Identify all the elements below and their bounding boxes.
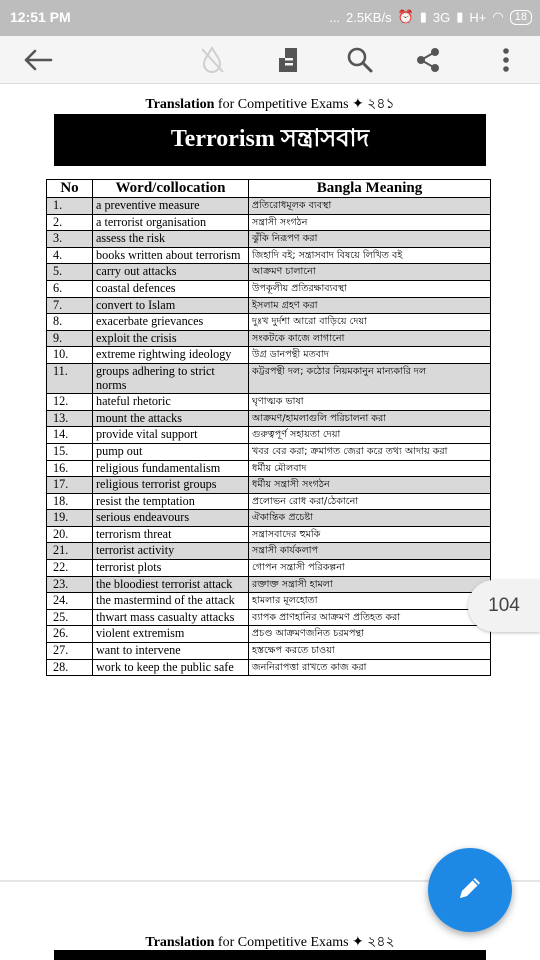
row-word: pump out: [93, 443, 249, 460]
table-header-row: [47, 180, 491, 198]
row-meaning: ব্যাপক প্রাণহানির আক্রমণ প্রতিহত করা: [249, 609, 491, 626]
row-word: extreme rightwing ideology: [93, 347, 249, 364]
table-row: [47, 297, 491, 314]
table-row: [47, 510, 491, 527]
row-word: the bloodiest terrorist attack: [93, 576, 249, 593]
row-word: mount the attacks: [93, 410, 249, 427]
row-number: 7.: [47, 297, 93, 314]
row-meaning: দুঃখ দুর্দশা আরো বাড়িয়ে দেয়া: [249, 314, 491, 331]
row-meaning: গোপন সন্ত্রাসী পরিকল্পনা: [249, 560, 491, 577]
row-number: 6.: [47, 280, 93, 297]
row-number: 25.: [47, 609, 93, 626]
row-meaning: কট্টরপন্থী দল; কঠোর নিয়মকানুন মান্যকারি দল: [249, 363, 491, 393]
signal-icon: ▮: [419, 9, 427, 24]
table-row: [47, 593, 491, 610]
row-meaning: হামলার মূলহোতা: [249, 593, 491, 610]
row-word: religious terrorist groups: [93, 477, 249, 494]
row-word: coastal defences: [93, 280, 249, 297]
row-word: terrorist plots: [93, 560, 249, 577]
edit-fab-button[interactable]: [428, 848, 512, 932]
table-row: [47, 264, 491, 281]
status-time: 12:51 PM: [10, 9, 71, 25]
row-meaning: সন্ত্রাসবাদের হুমকি: [249, 526, 491, 543]
more-icon[interactable]: [490, 44, 522, 76]
row-meaning: ধর্মীয় সন্ত্রাসী সংগঠন: [249, 477, 491, 494]
table-row: [47, 493, 491, 510]
row-word: the mastermind of the attack: [93, 593, 249, 610]
row-meaning: আক্রমণ চালানো: [249, 264, 491, 281]
next-page-title-banner: [54, 950, 486, 960]
row-meaning: সংকটকে কাজে লাগানো: [249, 330, 491, 347]
row-meaning: সন্ত্রাসী কার্যকলাপ: [249, 543, 491, 560]
row-meaning: উগ্র ডানপন্থী মতবাদ: [249, 347, 491, 364]
signal-icon-2: ▮: [456, 9, 464, 24]
row-word: resist the temptation: [93, 493, 249, 510]
row-meaning: প্রতিরোধমূলক ব্যবস্থা: [249, 198, 491, 215]
alarm-icon: ⏰: [397, 9, 414, 24]
next-page-header-bold: Translation: [145, 935, 215, 950]
row-word: thwart mass casualty attacks: [93, 609, 249, 626]
row-number: 3.: [47, 231, 93, 248]
table-row: [47, 214, 491, 231]
row-meaning: ধর্মীয় মৌলবাদ: [249, 460, 491, 477]
table-row: [47, 410, 491, 427]
table-row: [47, 231, 491, 248]
table-row: [47, 280, 491, 297]
row-word: terrorist activity: [93, 543, 249, 560]
table-row: [47, 394, 491, 411]
row-number: 21.: [47, 543, 93, 560]
row-number: 1.: [47, 198, 93, 215]
page-number-badge[interactable]: 104: [468, 580, 540, 632]
row-number: 17.: [47, 477, 93, 494]
row-number: 27.: [47, 643, 93, 660]
document-viewer[interactable]: [0, 84, 540, 960]
row-number: 24.: [47, 593, 93, 610]
row-word: serious endeavours: [93, 510, 249, 527]
row-number: 9.: [47, 330, 93, 347]
pencil-icon: [455, 873, 485, 907]
row-meaning: খবর বের করা; ক্রমাগত জেরা করে তথ্য আদায় করা: [249, 443, 491, 460]
row-number: 26.: [47, 626, 93, 643]
row-word: hateful rhetoric: [93, 394, 249, 411]
row-meaning: হস্তক্ষেপ করতে চাওয়া: [249, 643, 491, 660]
row-meaning: ঘৃণাত্মক ভাষা: [249, 394, 491, 411]
row-meaning: জিহাদি বই; সন্ত্রাসবাদ বিষয়ে লিখিত বই: [249, 247, 491, 264]
table-row: [47, 443, 491, 460]
row-word: carry out attacks: [93, 264, 249, 281]
row-number: 8.: [47, 314, 93, 331]
row-meaning: আক্রমণ/হামলাগুলি পরিচালনা করা: [249, 410, 491, 427]
page-header-text: for Competitive Exams ✦ ২৪১: [214, 97, 395, 112]
table-row: [47, 477, 491, 494]
row-word: a terrorist organisation: [93, 214, 249, 231]
row-meaning: রক্তাক্ত সন্ত্রাসী হামলা: [249, 576, 491, 593]
row-word: exploit the crisis: [93, 330, 249, 347]
row-number: 10.: [47, 347, 93, 364]
table-row: [47, 460, 491, 477]
row-meaning: ঐকান্তিক প্রচেষ্টা: [249, 510, 491, 527]
row-meaning: ইসলাম গ্রহণ করা: [249, 297, 491, 314]
no-drop-icon[interactable]: [196, 44, 228, 76]
row-word: religious fundamentalism: [93, 460, 249, 477]
header-meaning: Bangla Meaning: [249, 180, 491, 198]
share-icon[interactable]: [412, 44, 444, 76]
row-meaning: গুরুত্বপূর্ণ সহায়তা দেয়া: [249, 427, 491, 444]
row-word: groups adhering to strict norms: [93, 363, 249, 393]
wifi-icon: ◠: [492, 9, 504, 24]
row-word: terrorism threat: [93, 526, 249, 543]
table-row: [47, 643, 491, 660]
row-number: 18.: [47, 493, 93, 510]
next-page-header-text: for Competitive Exams ✦ ২৪২: [214, 935, 395, 950]
table-row: [47, 609, 491, 626]
notification-dots: ...: [329, 9, 341, 25]
row-word: books written about terrorism: [93, 247, 249, 264]
row-number: 16.: [47, 460, 93, 477]
page-header-bold: Translation: [145, 97, 215, 112]
search-icon[interactable]: [344, 44, 376, 76]
table-row: [47, 659, 491, 676]
table-row: [47, 247, 491, 264]
document-icon[interactable]: [272, 44, 304, 76]
back-arrow-icon[interactable]: [22, 44, 54, 76]
table-row: [47, 626, 491, 643]
row-word: a preventive measure: [93, 198, 249, 215]
row-number: 4.: [47, 247, 93, 264]
battery-indicator: 18: [510, 10, 532, 25]
table-row: [47, 560, 491, 577]
row-number: 28.: [47, 659, 93, 676]
table-row: [47, 427, 491, 444]
table-row: [47, 576, 491, 593]
row-number: 12.: [47, 394, 93, 411]
row-word: want to intervene: [93, 643, 249, 660]
row-number: 20.: [47, 526, 93, 543]
table-row: [47, 363, 491, 393]
status-indicators: [329, 9, 532, 25]
row-meaning: সন্ত্রাসী সংগঠন: [249, 214, 491, 231]
row-number: 11.: [47, 363, 93, 393]
row-word: work to keep the public safe: [93, 659, 249, 676]
table-row: [47, 347, 491, 364]
row-word: convert to Islam: [93, 297, 249, 314]
page-header: [0, 92, 540, 116]
status-bar: [0, 0, 540, 36]
network-type-2: H+: [469, 9, 487, 25]
row-number: 13.: [47, 410, 93, 427]
row-number: 23.: [47, 576, 93, 593]
row-number: 2.: [47, 214, 93, 231]
vocabulary-table: [46, 179, 491, 676]
header-no: No: [47, 180, 93, 198]
row-meaning: ঝুঁকি নিরূপণ করা: [249, 231, 491, 248]
toolbar: [0, 36, 540, 84]
row-word: provide vital support: [93, 427, 249, 444]
row-number: 14.: [47, 427, 93, 444]
row-meaning: প্রলোভন রোধ করা/ঠেকানো: [249, 493, 491, 510]
row-word: exacerbate grievances: [93, 314, 249, 331]
section-title: Terrorism সন্ত্রাসবাদ: [54, 114, 486, 166]
row-meaning: জননিরাপত্তা রাখতে কাজ করা: [249, 659, 491, 676]
table-row: [47, 198, 491, 215]
row-number: 5.: [47, 264, 93, 281]
network-type: 3G: [432, 9, 451, 25]
row-number: 19.: [47, 510, 93, 527]
row-number: 15.: [47, 443, 93, 460]
row-number: 22.: [47, 560, 93, 577]
table-row: [47, 314, 491, 331]
header-word: Word/collocation: [93, 180, 249, 198]
table-body: [47, 198, 491, 676]
table-row: [47, 330, 491, 347]
row-meaning: উপকূলীয় প্রতিরক্ষাব্যবস্থা: [249, 280, 491, 297]
row-word: assess the risk: [93, 231, 249, 248]
row-word: violent extremism: [93, 626, 249, 643]
table-row: [47, 526, 491, 543]
table-row: [47, 543, 491, 560]
row-meaning: প্রচণ্ড আক্রমণজনিত চরমপন্থা: [249, 626, 491, 643]
network-speed: 2.5KB/s: [346, 9, 392, 25]
